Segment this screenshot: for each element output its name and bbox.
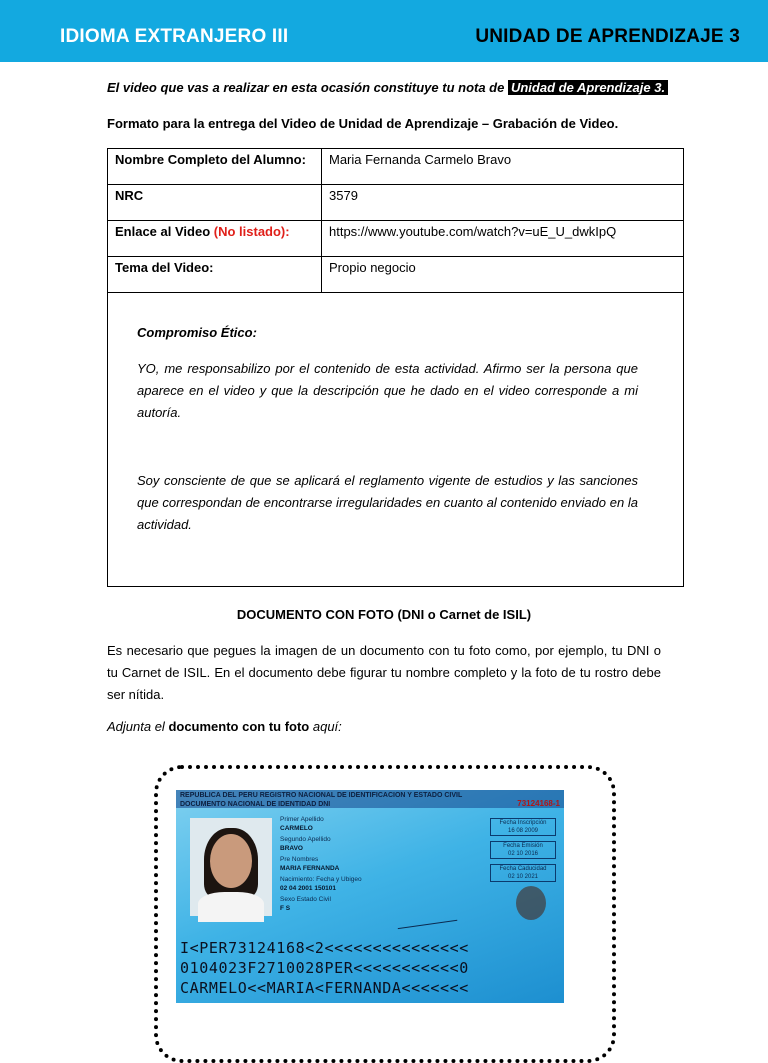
format-title: Formato para la entrega del Video de Unidad de Aprendizaje – Grabación de Video. bbox=[107, 116, 619, 131]
signature-mark bbox=[395, 898, 458, 929]
label-topic: Tema del Video: bbox=[108, 257, 322, 293]
intro-highlight: Unidad de Aprendizaje 3. bbox=[508, 80, 668, 95]
date-label: Fecha Inscripción bbox=[499, 820, 547, 826]
id-card-photo bbox=[190, 818, 272, 916]
field-value: BRAVO bbox=[280, 844, 303, 852]
date-box bbox=[490, 818, 556, 836]
id-card-image bbox=[176, 790, 564, 1003]
id-card-dates bbox=[490, 818, 556, 887]
field-label: Primer Apellido bbox=[280, 816, 324, 823]
course-title: IDIOMA EXTRANJERO III bbox=[60, 26, 289, 47]
attach-instruction bbox=[107, 719, 342, 734]
value-nrc: 3579 bbox=[322, 185, 684, 221]
value-topic: Propio negocio bbox=[322, 257, 684, 293]
attach-prefix: Adjunta el bbox=[107, 719, 169, 734]
date-label: Fecha Caducidad bbox=[499, 866, 547, 872]
id-card-header-line1: REPUBLICA DEL PERU REGISTRO NACIONAL DE IDENTIFICACION Y ESTADO CIVIL bbox=[180, 792, 463, 799]
label-name: Nombre Completo del Alumno: bbox=[108, 149, 322, 185]
id-card-mrz bbox=[180, 938, 469, 998]
date-value: 16 08 2009 bbox=[507, 828, 539, 834]
ghost-photo bbox=[516, 886, 546, 920]
table-row bbox=[108, 185, 684, 221]
field-label: Nacimiento: Fecha y Ubigeo bbox=[280, 876, 362, 883]
id-card-header bbox=[176, 790, 564, 808]
value-video-link[interactable]: https://www.youtube.com/watch?v=uE_U_dwkIpQ bbox=[322, 221, 684, 257]
intro-text: El video que vas a realizar en esta ocasión constituye tu nota de bbox=[107, 80, 508, 95]
ethics-commitment bbox=[137, 322, 638, 536]
field-value: 02 04 2001 150101 bbox=[280, 884, 337, 892]
photo-face bbox=[210, 834, 252, 888]
id-card-header-line2: DOCUMENTO NACIONAL DE IDENTIDAD DNI bbox=[180, 801, 331, 808]
date-label: Fecha Emisión bbox=[503, 843, 543, 849]
document-description: Es necesario que pegues la imagen de un documento con tu foto como, por ejemplo, tu DNI o tu Carnet de ISIL. En el documento debe figurar tu nombre completo y la foto de tu rostro debe ser nítida. bbox=[107, 643, 661, 702]
mrz-line-1: I<PER73124168<2<<<<<<<<<<<<<<< bbox=[180, 939, 469, 957]
ethics-title: Compromiso Ético: bbox=[137, 325, 257, 340]
field-value: F S bbox=[280, 904, 291, 912]
table-row bbox=[108, 257, 684, 293]
field-value: MARIA FERNANDA bbox=[280, 864, 340, 872]
date-box bbox=[490, 864, 556, 882]
date-value: 02 10 2021 bbox=[507, 874, 539, 880]
mrz-line-2: 0104023F2710028PER<<<<<<<<<<<0 bbox=[180, 959, 469, 977]
field-label: Segundo Apellido bbox=[280, 836, 331, 843]
label-nrc: NRC bbox=[108, 185, 322, 221]
field-value: CARMELO bbox=[280, 824, 313, 832]
document-section-title: DOCUMENTO CON FOTO (DNI o Carnet de ISIL) bbox=[236, 607, 532, 622]
ethics-paragraph-1: YO, me responsabilizo por el contenido de esta actividad. Afirmo ser la persona que aparece en el video y que la descripción que he dado en el video corresponde a mi autoría. bbox=[137, 361, 638, 420]
date-value: 02 10 2016 bbox=[507, 851, 539, 857]
date-box bbox=[490, 841, 556, 859]
id-card-fields bbox=[280, 816, 362, 916]
label-unlisted: (No listado): bbox=[213, 224, 290, 239]
ethics-paragraph-2: Soy consciente de que se aplicará el reglamento vigente de estudios y las sanciones que correspondan de encontrarse irregularidades en cuanto al contenido enviado en la actividad. bbox=[137, 473, 638, 532]
field-label: Pre Nombres bbox=[280, 856, 319, 863]
unit-title: UNIDAD DE APRENDIZAJE 3 bbox=[475, 26, 740, 47]
photo-shirt bbox=[198, 892, 264, 922]
attach-bold: documento con tu foto bbox=[168, 719, 310, 734]
label-video-link-text: Enlace al Video bbox=[115, 224, 214, 239]
field-label: Sexo Estado Civil bbox=[280, 896, 331, 903]
value-name: Maria Fernanda Carmelo Bravo bbox=[322, 149, 684, 185]
table-row bbox=[108, 149, 684, 185]
mrz-line-3: CARMELO<<MARIA<FERNANDA<<<<<<< bbox=[180, 979, 469, 997]
table-row bbox=[108, 221, 684, 257]
page-header bbox=[0, 0, 768, 62]
attach-suffix: aquí: bbox=[309, 719, 342, 734]
id-card-number: 73124168-1 bbox=[517, 799, 560, 808]
intro-line bbox=[107, 80, 668, 95]
label-video-link bbox=[108, 221, 322, 257]
